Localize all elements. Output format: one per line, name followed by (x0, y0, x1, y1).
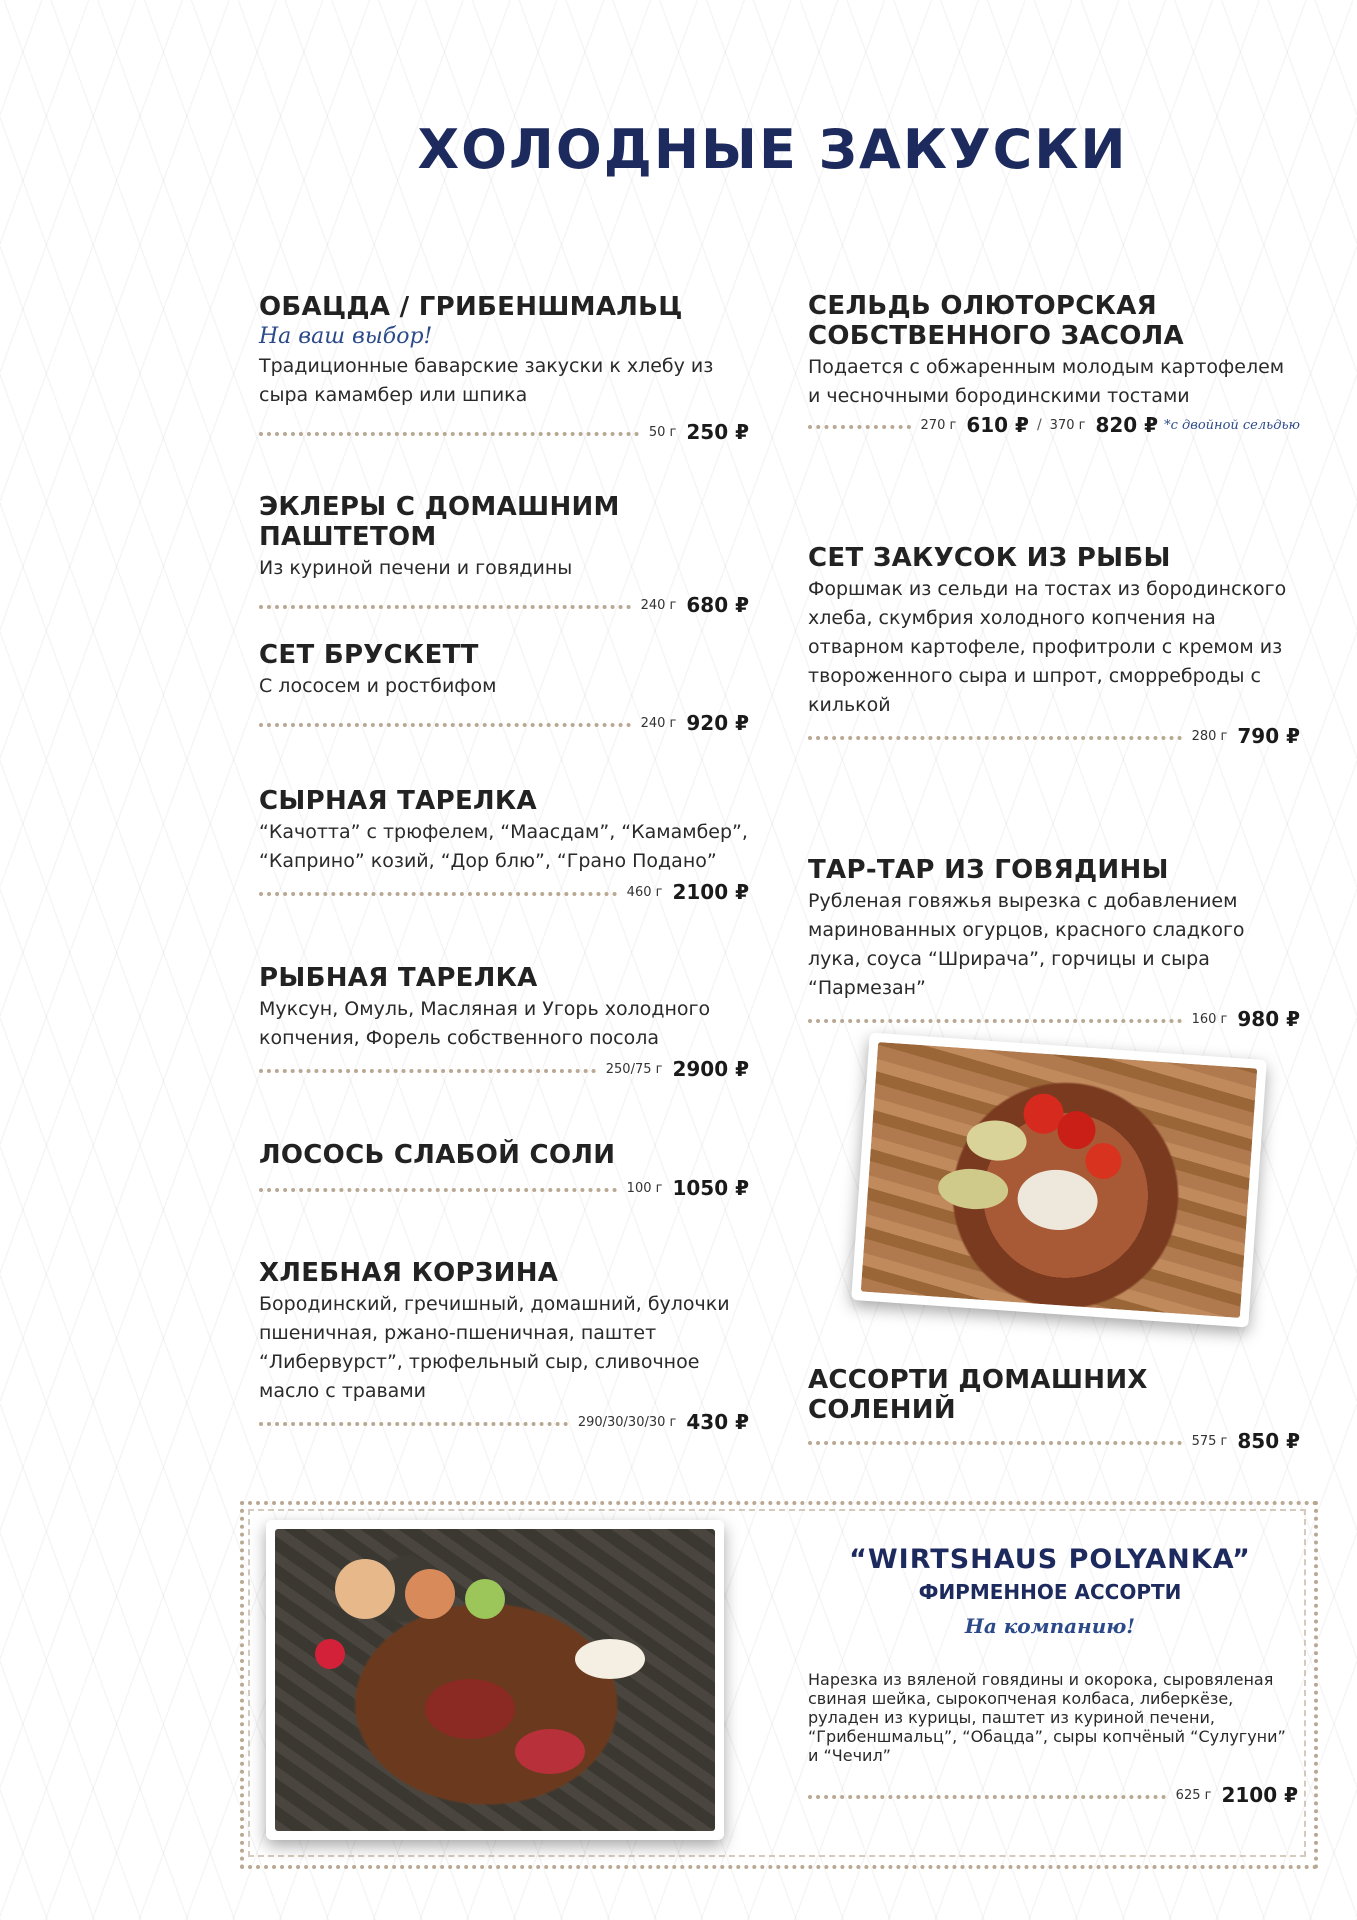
dotted-leader (259, 605, 631, 609)
platter-photo (266, 1520, 724, 1840)
item-name: СЕТ ЗАКУСОК ИЗ РЫБЫ (808, 543, 1171, 573)
menu-item-herring (808, 291, 1300, 439)
item-weight: 280 г (1191, 728, 1228, 744)
price-line (259, 591, 749, 619)
dotted-leader (808, 425, 911, 429)
price-line (808, 1005, 1300, 1033)
item-name: СЕТ БРУСКЕТТ (259, 640, 479, 670)
pickles-bowl-image (861, 1042, 1258, 1318)
dotted-leader (808, 1441, 1182, 1445)
item-description: С лососем и ростбифом (259, 675, 497, 697)
item-description: Нарезка из вяленой говядины и окорока, сыровяленая свиная шейка, сырокопченая колбаса, либеркёзе, руладен из курицы, паштет из куриной печени, “Грибеншмальц”, “Обацда”, сыры копчёный “Сулугуни” и “Чечил” (808, 1670, 1286, 1765)
menu-item-fish-plate (259, 963, 749, 1083)
menu-item-bruschetta (259, 640, 749, 737)
item-description: Традиционные баварские закуски к хлебу из сыра камамбер или шпика (259, 355, 714, 406)
item-name: РЫБНАЯ ТАРЕЛКА (259, 963, 538, 993)
item-description: Муксун, Омуль, Масляная и Угорь холодного копчения, Форель собственного посола (259, 998, 711, 1049)
item-weight: 100 г (626, 1180, 663, 1196)
item-weight: 290/30/30/30 г (577, 1414, 677, 1430)
item-description: “Качотта” с трюфелем, “Маасдам”, “Камамбер”, “Каприно” козий, “Дор блю”, “Грано Подано” (259, 821, 748, 872)
pickles-photo (851, 1032, 1267, 1327)
price-separator: / (1036, 417, 1042, 433)
dotted-leader (808, 1795, 1166, 1799)
signature-subtitle: ФИРМЕННОЕ АССОРТИ (918, 1580, 1182, 1604)
price-line (808, 1781, 1298, 1809)
item-price: 920 ₽ (686, 711, 749, 735)
item-price: 680 ₽ (686, 593, 749, 617)
meat-platter-image (275, 1529, 715, 1831)
signature-note: На компанию! (964, 1614, 1136, 1638)
menu-item-bread-basket (259, 1258, 749, 1436)
item-weight: 160 г (1191, 1011, 1228, 1027)
item-name: АССОРТИ ДОМАШНИХ СОЛЕНИЙ (808, 1365, 1148, 1425)
page-title: ХОЛОДНЫЕ ЗАКУСКИ (417, 118, 1128, 181)
item-price: 790 ₽ (1237, 724, 1300, 748)
item-price: 430 ₽ (686, 1410, 749, 1434)
item-price-double: 820 ₽ (1095, 413, 1159, 437)
price-line (259, 1174, 749, 1202)
price-line (259, 1408, 749, 1436)
price-line (808, 1427, 1300, 1455)
price-line (808, 722, 1300, 750)
item-note: На ваш выбор! (259, 324, 433, 349)
signature-item (808, 1654, 1298, 1809)
item-name: ТАР-ТАР ИЗ ГОВЯДИНЫ (808, 855, 1169, 885)
dotted-leader (259, 1188, 617, 1192)
price-line (259, 418, 749, 446)
item-description: Бородинский, гречишный, домашний, булочки пшеничная, ржано-пшеничная, паштет “Либервурст”, трюфельный сыр, сливочное масло с травами (259, 1293, 730, 1402)
item-name: ЛОСОСЬ СЛАБОЙ СОЛИ (259, 1140, 616, 1170)
menu-item-fish-set (808, 543, 1300, 750)
menu-item-obatsda (259, 292, 749, 446)
item-price: 250 ₽ (686, 420, 749, 444)
item-weight: 460 г (626, 884, 663, 900)
item-price: 850 ₽ (1237, 1429, 1300, 1453)
item-name: ОБАЦДА / ГРИБЕНШМАЛЬЦ (259, 292, 683, 322)
item-price: 980 ₽ (1237, 1007, 1300, 1031)
menu-item-beef-tartare (808, 855, 1300, 1033)
item-weight: 625 г (1175, 1787, 1212, 1803)
dotted-leader (259, 723, 631, 727)
item-weight: 50 г (648, 424, 677, 440)
dotted-leader (259, 892, 617, 896)
dotted-leader (259, 1069, 596, 1073)
menu-item-pickles (808, 1365, 1300, 1455)
item-price: 2900 ₽ (672, 1057, 749, 1081)
menu-item-salmon (259, 1140, 749, 1202)
item-price: 610 ₽ (966, 413, 1029, 437)
item-description: Подается с обжаренным молодым картофелем и чесночными бородинскими тостами (808, 356, 1285, 407)
item-weight: 240 г (640, 715, 677, 731)
double-herring-note: *с двойной сельдью (1164, 417, 1300, 433)
menu-item-cheese-plate (259, 786, 749, 906)
price-line (259, 878, 749, 906)
item-description: Из куриной печени и говядины (259, 557, 573, 579)
item-price: 2100 ₽ (1221, 1783, 1298, 1807)
signature-title: “WIRTSHAUS POLYANKA” (849, 1544, 1251, 1575)
item-weight: 270 г (920, 417, 957, 433)
item-weight: 575 г (1191, 1433, 1228, 1449)
item-name: СЫРНАЯ ТАРЕЛКА (259, 786, 537, 816)
dotted-leader (808, 736, 1182, 740)
item-price: 1050 ₽ (672, 1176, 749, 1200)
dotted-leader (808, 1019, 1182, 1023)
item-price: 2100 ₽ (672, 880, 749, 904)
item-description: Рубленая говяжья вырезка с добавлением маринованных огурцов, красного сладкого лука, соуса “Шрирача”, горчицы и сыра “Пармезан” (808, 890, 1245, 999)
dotted-leader (259, 432, 639, 436)
item-weight-double: 370 г (1049, 417, 1086, 433)
item-name: ЭКЛЕРЫ С ДОМАШНИМ ПАШТЕТОМ (259, 492, 620, 552)
item-name: ХЛЕБНАЯ КОРЗИНА (259, 1258, 559, 1288)
item-description: Форшмак из сельди на тостах из бородинского хлеба, скумбрия холодного копчения на отварном картофеле, профитроли с кремом из твороженного сыра и шпрот, сморреброды с килькой (808, 578, 1287, 716)
price-line (259, 709, 749, 737)
dotted-leader (259, 1422, 568, 1426)
price-line (259, 1055, 749, 1083)
menu-item-eclairs (259, 492, 749, 619)
item-name: СЕЛЬДЬ ОЛЮТОРСКАЯ СОБСТВЕННОГО ЗАСОЛА (808, 291, 1184, 351)
item-weight: 250/75 г (605, 1061, 663, 1077)
price-line (808, 411, 1300, 439)
item-weight: 240 г (640, 597, 677, 613)
